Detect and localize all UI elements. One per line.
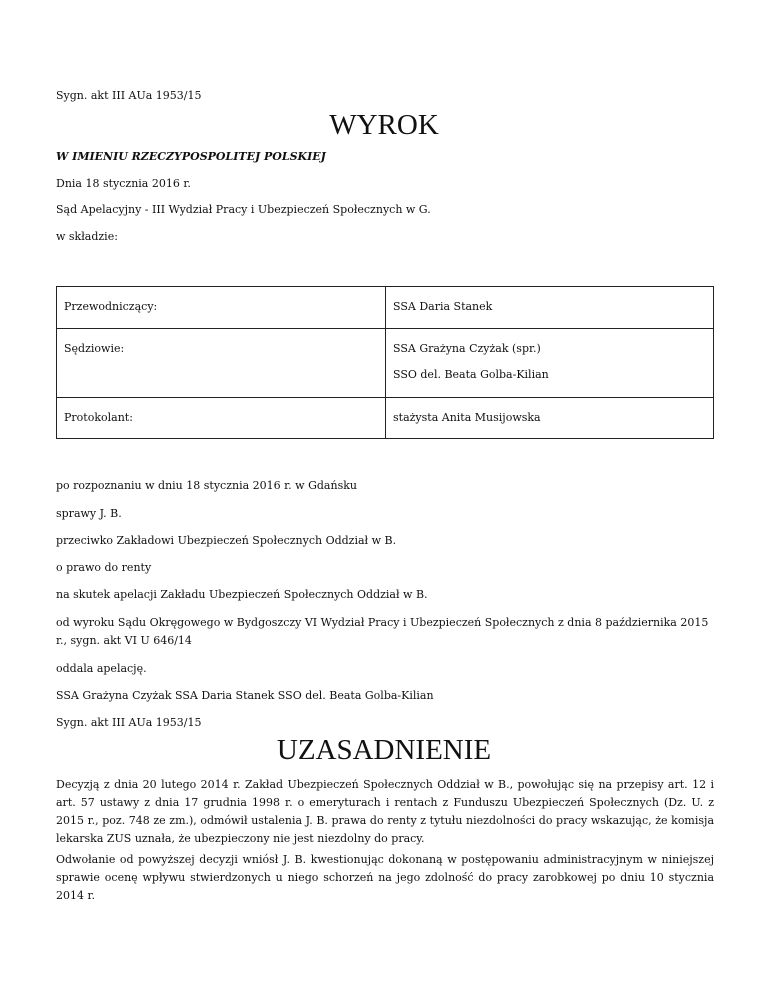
appeal-basis: na skutek apelacji Zakładu Ubezpieczeń Społecznych Oddział w B.: [56, 588, 428, 601]
table-row: [57, 287, 714, 329]
verdict-date: Dnia 18 stycznia 2016 r.: [56, 177, 191, 190]
hearing-info: po rozpoznaniu w dniu 18 stycznia 2016 r. w Gdańsku: [56, 479, 357, 492]
judge-1: SSA Grażyna Czyżak (spr.): [393, 342, 541, 355]
justification-title: UZASADNIENIE: [276, 734, 492, 766]
appealed-judgment: od wyroku Sądu Okręgowego w Bydgoszczy VI Wydział Pracy i Ubezpieczeń Społecznych z dnia 8 października 2015 r., sygn. akt VI U 646/14: [56, 616, 709, 647]
table-row: [57, 398, 714, 439]
case-subject: o prawo do renty: [56, 561, 152, 574]
verdict-subtitle: W IMIENIU RZECZYPOSPOLITEJ POLSKIEJ: [56, 150, 326, 163]
clerk-label: Protokolant:: [64, 411, 133, 424]
ruling: oddala apelację.: [56, 662, 147, 675]
court-name: Sąd Apelacyjny - III Wydział Pracy i Ubezpieczeń Społecznych w G.: [56, 203, 431, 216]
judges-label: Sędziowie:: [64, 342, 125, 355]
chair-value: SSA Daria Stanek: [393, 300, 493, 313]
case-number-bottom: Sygn. akt III AUa 1953/15: [56, 716, 202, 729]
table-row: [57, 329, 714, 398]
judge-2: SSO del. Beata Golba-Kilian: [393, 368, 549, 381]
table-cell: [57, 329, 386, 398]
chair-label: Przewodniczący:: [64, 300, 158, 313]
case-number-top: Sygn. akt III AUa 1953/15: [56, 89, 202, 102]
court-composition-table: [56, 286, 714, 439]
table-cell: [57, 287, 386, 329]
case-party: sprawy J. B.: [56, 507, 122, 520]
clerk-value: stażysta Anita Musijowska: [393, 411, 541, 424]
table-cell: [386, 398, 714, 439]
table-cell: [386, 329, 714, 398]
table-cell: [386, 287, 714, 329]
table-cell: [57, 398, 386, 439]
composition-label: w składzie:: [56, 230, 118, 243]
verdict-title: WYROK: [329, 109, 439, 141]
justification-paragraph-1: Decyzją z dnia 20 lutego 2014 r. Zakład Ubezpieczeń Społecznych Oddział w B., powołując się na przepisy art. 12 i art. 57 ustawy z dnia 17 grudnia 1998 r. o emeryturach i rentach z Funduszu Ubezpieczeń Społecznych (Dz. U. z 2015 r., poz. 748 ze zm.), odmówił ustalenia J. B. prawa do renty z tytułu niezdolności do pracy wskazując, że komisja lekarska ZUS uznała, że ubezpieczony nie jest niezdolny do pracy.: [56, 778, 714, 845]
case-defendant: przeciwko Zakładowi Ubezpieczeń Społecznych Oddział w B.: [56, 534, 397, 547]
judges-signatures: SSA Grażyna Czyżak SSA Daria Stanek SSO del. Beata Golba-Kilian: [56, 689, 434, 702]
justification-paragraph-2: Odwołanie od powyższej decyzji wniósł J. B. kwestionując dokonaną w postępowaniu administracyjnym w niniejszej sprawie ocenę wpływu stwierdzonych u niego schorzeń na jego zdolność do pracy zarobkowej po dniu 10 stycznia 2014 r.: [56, 853, 714, 902]
